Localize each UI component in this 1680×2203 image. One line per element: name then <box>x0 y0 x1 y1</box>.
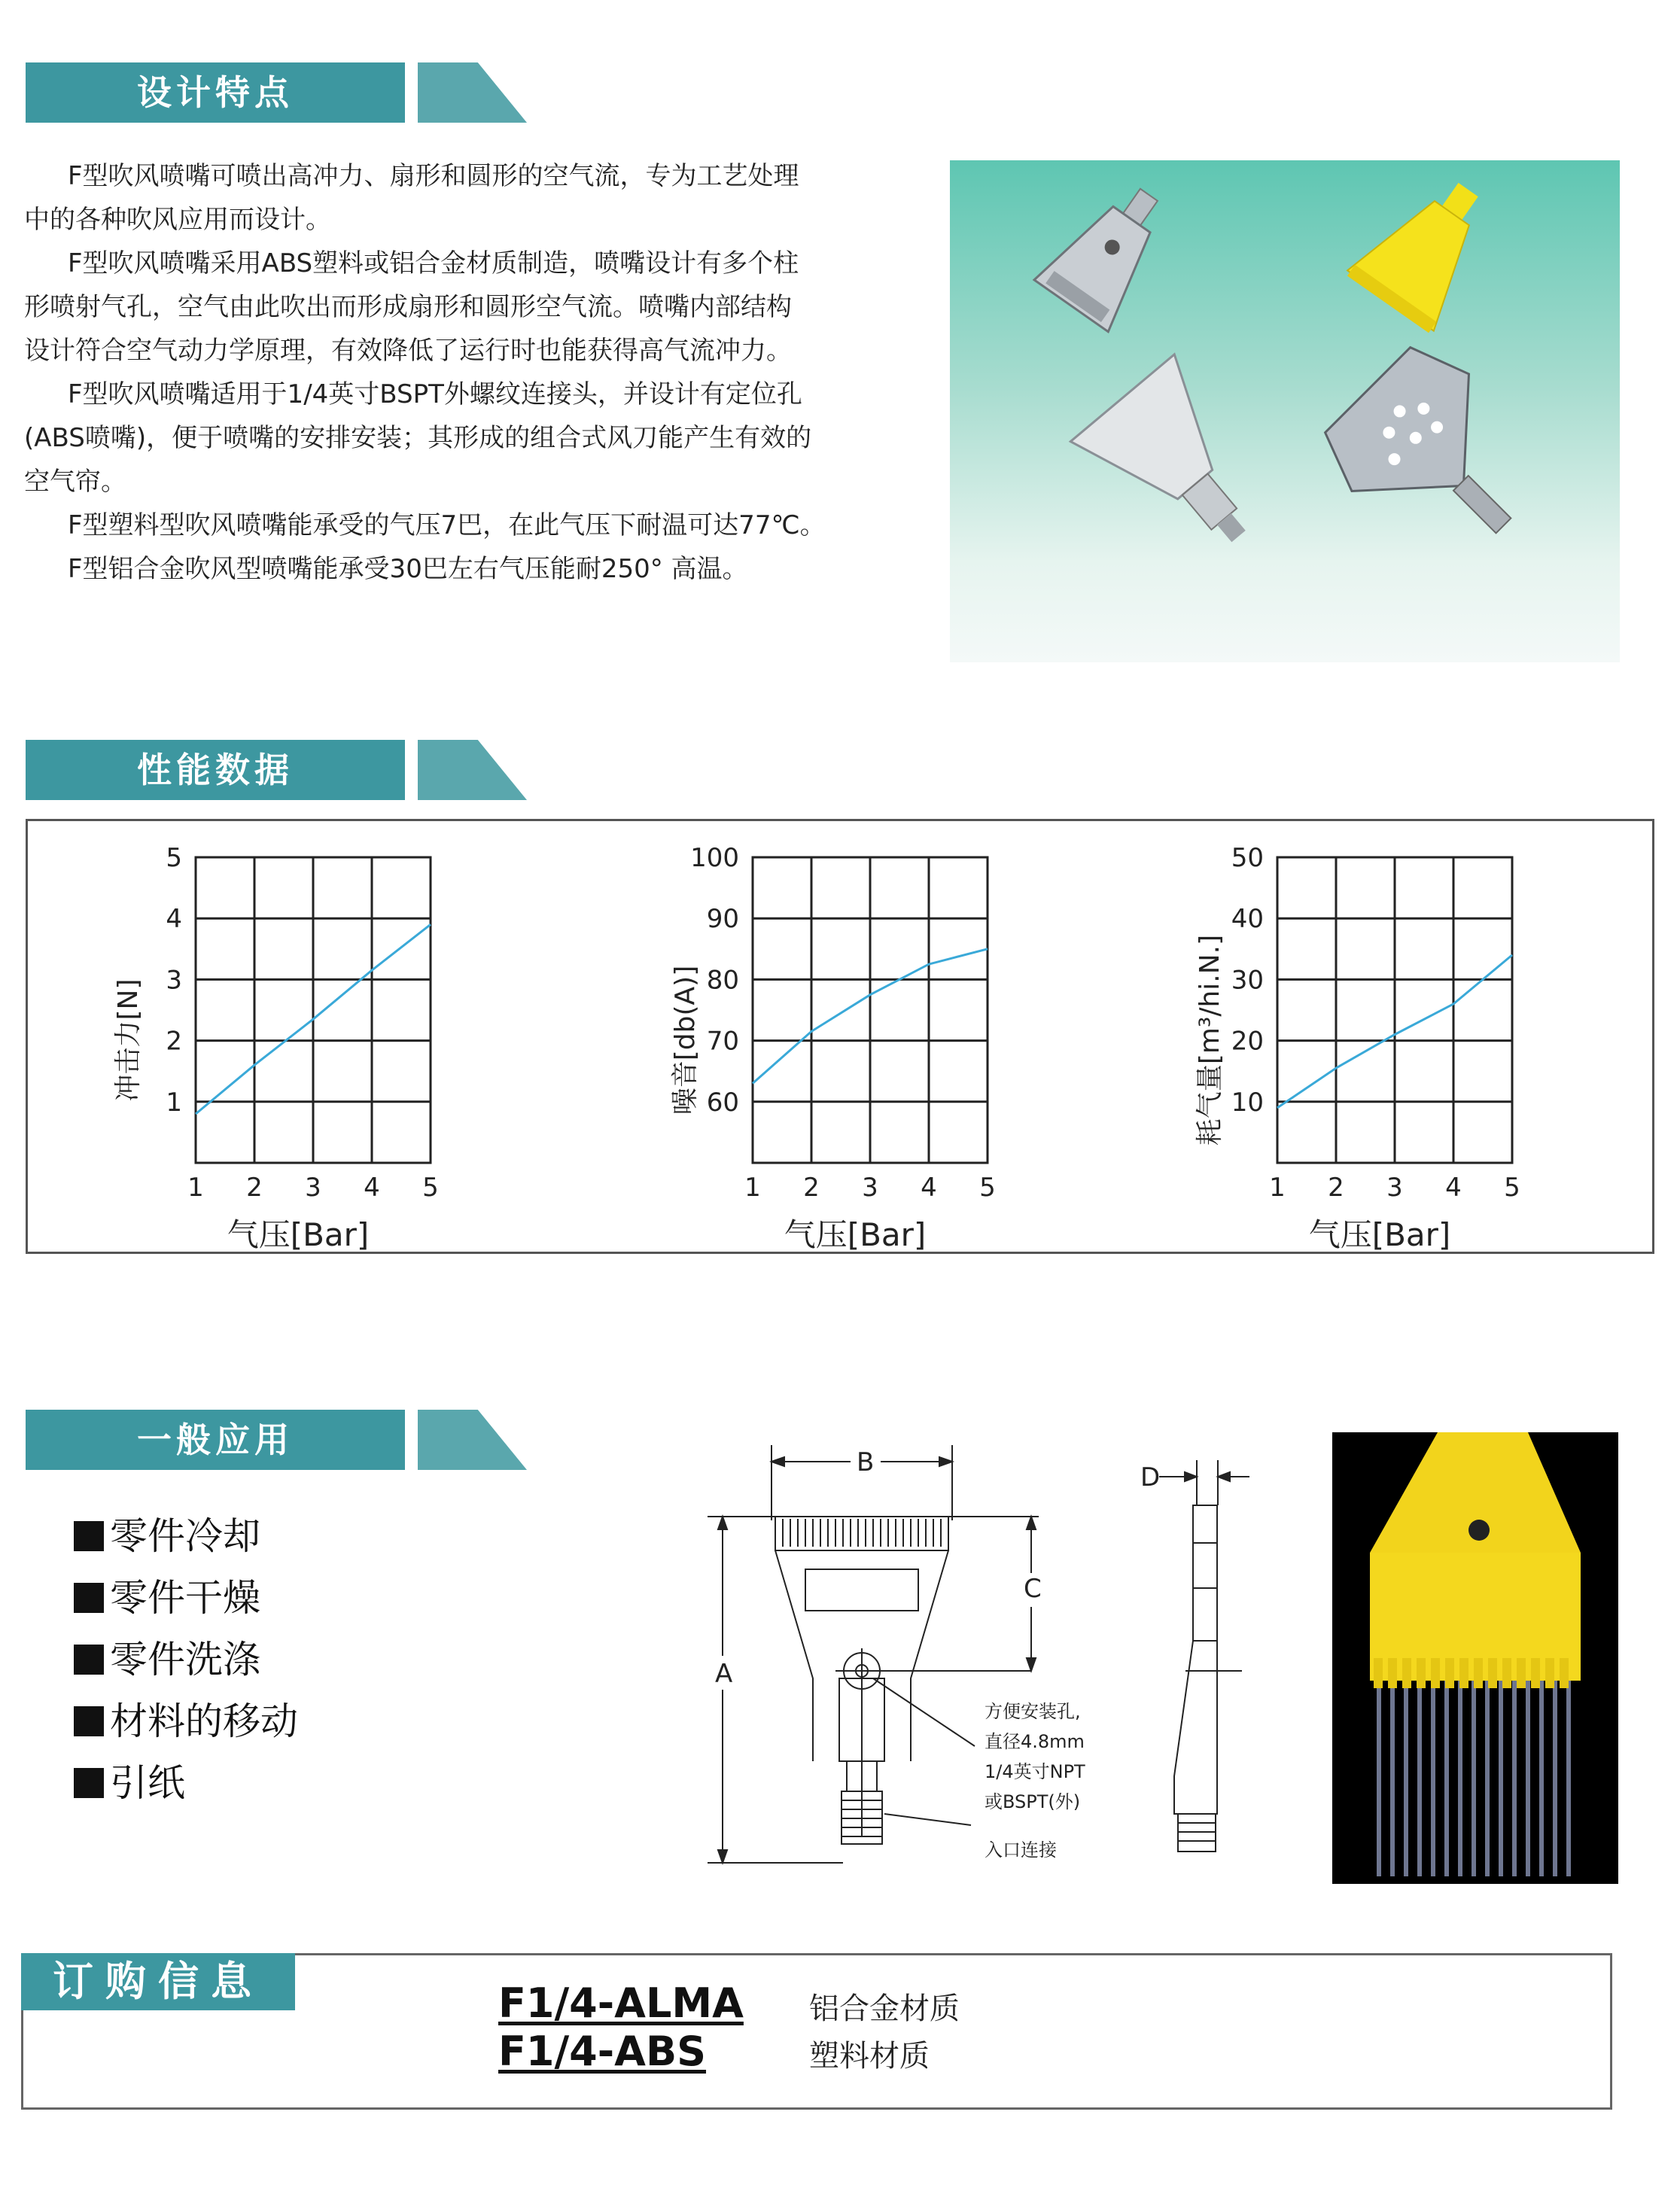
y-tick-label: 50 <box>1231 843 1264 873</box>
x-tick-label: 5 <box>979 1173 996 1203</box>
aluminum-flat-nozzle-icon <box>1070 354 1290 580</box>
abs-yellow-nozzle-icon <box>1345 160 1511 335</box>
performance-charts-box <box>26 819 1654 1254</box>
design-line: 中的各种吹风应用而设计。 <box>24 205 331 235</box>
y-tick-label: 80 <box>706 965 739 996</box>
section-title-performance: 性能数据 <box>137 750 294 790</box>
hole-note-line: 方便安装孔, <box>985 1701 1081 1722</box>
list-item: 引纸 <box>74 1752 298 1814</box>
x-tick-label: 3 <box>305 1173 321 1203</box>
order-desc: 塑料材质 <box>809 2039 930 2074</box>
x-tick-label: 2 <box>1328 1173 1344 1203</box>
y-tick-label: 70 <box>706 1026 739 1057</box>
x-tick-label: 1 <box>187 1173 204 1203</box>
dim-d-label: D <box>1140 1462 1161 1493</box>
yellow-nozzle-photo <box>1332 1432 1618 1884</box>
y-axis-label: 冲击力[N] <box>113 978 144 1102</box>
y-tick-label: 4 <box>166 904 182 935</box>
design-line: F型吹风喷嘴采用ABS塑料或铝合金材质制造，喷嘴设计有多个柱 <box>68 248 799 278</box>
dim-a-label: A <box>715 1659 733 1689</box>
design-line: F型吹风喷嘴可喷出高冲力、扇形和圆形的空气流，专为工艺处理 <box>68 161 799 191</box>
x-tick-label: 2 <box>803 1173 820 1203</box>
dim-b-label: B <box>857 1447 875 1477</box>
x-axis-label: 气压[Bar] <box>1308 1216 1451 1253</box>
y-tick-label: 100 <box>690 843 739 873</box>
list-item: 材料的移动 <box>74 1690 298 1752</box>
order-desc: 铝合金材质 <box>809 1992 960 2026</box>
design-line: F型铝合金吹风型喷嘴能承受30巴左右气压能耐250° 高温。 <box>68 554 748 584</box>
x-tick-label: 5 <box>1504 1173 1520 1203</box>
bullet-square-icon <box>74 1768 104 1798</box>
y-tick-label: 30 <box>1231 965 1264 996</box>
header-decor <box>418 1410 527 1470</box>
section-title-order: 订购信息 <box>21 1953 295 2010</box>
inlet-note: 入口连接 <box>985 1839 1057 1861</box>
y-tick-label: 20 <box>1231 1026 1264 1057</box>
bullet-square-icon <box>74 1583 104 1613</box>
y-tick-label: 60 <box>706 1087 739 1118</box>
y-tick-label: 10 <box>1231 1087 1264 1118</box>
order-code: F1/4-ABS <box>498 2028 707 2075</box>
nozzle-dimension-drawing <box>700 1430 1317 1897</box>
y-tick-label: 40 <box>1231 904 1264 935</box>
design-line: F型塑料型吹风喷嘴能承受的气压7巴，在此气压下耐温可达77℃。 <box>68 510 826 540</box>
y-axis-label: 噪音[db(A)] <box>670 965 701 1115</box>
y-tick-label: 1 <box>166 1087 182 1118</box>
nozzle-illustrations <box>950 160 1620 662</box>
y-axis-label: 耗气量[m³/hi.N.] <box>1195 934 1225 1146</box>
x-axis-label: 气压[Bar] <box>227 1216 370 1253</box>
hole-note-line: 1/4英寸NPT <box>985 1761 1085 1782</box>
design-line: F型吹风喷嘴适用于1/4英寸BSPT外螺纹连接头，并设计有定位孔 <box>68 379 802 409</box>
bullet-square-icon <box>74 1521 104 1551</box>
x-tick-label: 1 <box>1269 1173 1286 1203</box>
design-line: 设计符合空气动力学原理，有效降低了运行时也能获得高气流冲力。 <box>24 336 792 366</box>
x-tick-label: 5 <box>422 1173 439 1203</box>
list-item: 零件干燥 <box>74 1567 298 1629</box>
bullet-square-icon <box>74 1645 104 1675</box>
hole-note-line: 或BSPT(外) <box>985 1791 1081 1812</box>
design-line: (ABS喷嘴)，便于喷嘴的安排安装；其形成的组合式风刀能产生有效的 <box>24 423 812 453</box>
design-line: 空气帘。 <box>24 467 126 497</box>
y-tick-label: 3 <box>166 965 182 996</box>
yellow-nozzle-icon <box>1332 1432 1618 1884</box>
x-tick-label: 3 <box>1386 1173 1403 1203</box>
x-tick-label: 1 <box>744 1173 761 1203</box>
hole-note-line: 直径4.8mm <box>985 1731 1085 1752</box>
application-list <box>74 1505 298 1814</box>
list-item: 零件冷却 <box>74 1505 298 1567</box>
x-tick-label: 3 <box>862 1173 878 1203</box>
x-tick-label: 2 <box>246 1173 263 1203</box>
order-code: F1/4-ALMA <box>498 1979 744 2027</box>
aluminum-nozzle-icon <box>1034 169 1186 331</box>
design-line: 形喷射气孔，空气由此吹出而形成扇形和圆形空气流。喷嘴内部结构 <box>24 292 792 322</box>
dim-c-label: C <box>1024 1574 1042 1604</box>
header-decor <box>418 740 527 800</box>
product-photo <box>950 160 1620 662</box>
x-tick-label: 4 <box>364 1173 380 1203</box>
header-decor <box>418 62 527 123</box>
x-tick-label: 4 <box>921 1173 937 1203</box>
bullet-square-icon <box>74 1706 104 1736</box>
section-title-application: 一般应用 <box>137 1419 294 1460</box>
aluminum-round-nozzle-icon <box>1309 331 1562 584</box>
y-tick-label: 2 <box>166 1026 182 1057</box>
section-title-design: 设计特点 <box>137 72 294 113</box>
y-tick-label: 5 <box>166 843 182 873</box>
y-tick-label: 90 <box>706 904 739 935</box>
x-axis-label: 气压[Bar] <box>784 1216 927 1253</box>
list-item: 零件洗涤 <box>74 1629 298 1690</box>
x-tick-label: 4 <box>1445 1173 1462 1203</box>
